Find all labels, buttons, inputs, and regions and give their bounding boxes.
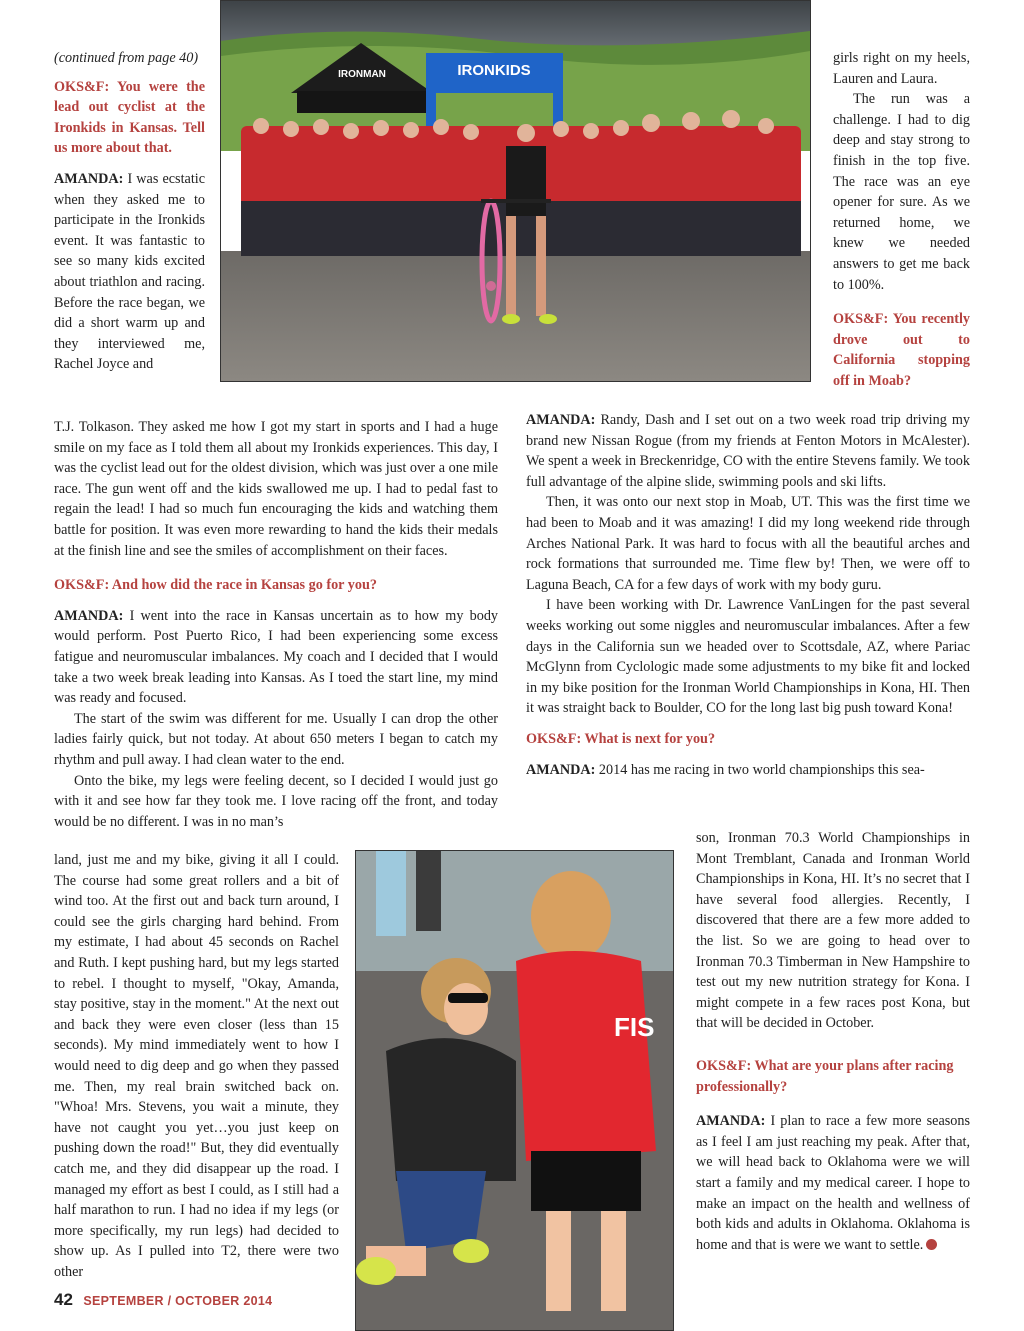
answer-california-p3: I have been working with Dr. Lawrence VanLingen for the past several weeks working out some niggles and neuromuscular imbalances. After a few days in the California sun we headed over to Scottsdale, AZ, where Pariac McGlynn from Cyclologic made some adjustments to my bike fit and locked in my bike position for the Ironman World Championships in Kona, HI. Then it was straight back to Boulder, CO for the long last big push toward Kona! bbox=[526, 597, 970, 717]
run-text-b: The run was a challenge. I had to dig deep and stay strong to finish in the top five. The race was an eye opener for sure. As we returned home, we knew we needed answers to get me back to 100%. bbox=[833, 91, 970, 293]
answer-california-p1-text: Randy, Dash and I set out on a two week road trip driving my brand new Nissan Rogue (from my friends at Fenton Motors in McAlester). We spent a week in Breckenridge, CO with the entire Stevens family. We took full advantage of the alpine slide, swimming pools and ski lifts. bbox=[526, 412, 970, 490]
left-column-narrow bbox=[54, 48, 205, 375]
answer-ironkids-text-a: I was ecstatic when they asked me to participate in the Ironkids event. It was fantastic to see so many kids excited about triathlon and racing. Before the race began, we did a short warm up and they interviewed me, Rachel Joyce and bbox=[54, 170, 206, 373]
answer-next-lead bbox=[526, 760, 970, 781]
question-ironkids: OKS&F: You were the lead out cyclist at the Ironkids in Kansas. Tell us more about that. bbox=[54, 78, 205, 157]
answer-kansas-p1 bbox=[54, 606, 498, 709]
answer-plans bbox=[696, 1111, 970, 1255]
question-kansas: OKS&F: And how did the race in Kansas go for you? bbox=[54, 577, 377, 594]
answer-california-p1 bbox=[526, 410, 970, 492]
answer-kansas-p3-cont: land, just me and my bike, giving it all I could. The course had some great rollers and a bit of wind too. At the first out and back turn around, I could see the girls charging hard behind. From my estimate, I had about 45 seconds on Rachel and Ruth. I kept pushing hard, but my legs started to rebel. I thought to myself, "Okay, Amanda, stay positive, stay in the moment." At the next out and back they were even closer (less than 15 seconds). My mind immediately went to how I would need to dig deep and go when they passed me. Then, my real brain switched back on. "Whoa! Mrs. Stevens, you wait a minute, they have not caught you yet…you just keep on pushing down the road!" But, they did eventually catch me, and they did disappear up the road. I managed my effort as best I could, as I still had a half marathon to run. I had no idea if my legs (or more specifically, my run legs) had decided to show up. As I pulled into T2, there were two other bbox=[54, 852, 339, 1280]
answer-next-lead-text: 2014 has me racing in two world championships this sea- bbox=[598, 761, 925, 778]
speaker-label: AMANDA: bbox=[526, 761, 596, 778]
speaker-label: AMANDA: bbox=[54, 170, 124, 187]
right-column-wide bbox=[526, 410, 970, 780]
right-column-top bbox=[833, 48, 970, 392]
left-column-bottom bbox=[54, 850, 339, 1282]
photo-ironkids-illustration bbox=[221, 1, 810, 381]
answer-kansas-p2: The start of the swim was different for me. Usually I can drop the other ladies fairly quick, but not today. At about 650 meters I began to catch my rhythm and pull away. I had clean water to the end. bbox=[54, 710, 498, 768]
page-footer bbox=[54, 1290, 272, 1310]
answer-kansas-p1-text: I went into the race in Kansas uncertain as to how my body would perform. Post Puerto Rico, I had been experiencing some excess fatigue and neuromuscular imbalances. My coach and I decided that I would take a two week break leading into Kansas. As I toed the start line, my mind was ready and focused. bbox=[54, 607, 499, 707]
issue-date: SEPTEMBER / OCTOBER 2014 bbox=[83, 1294, 273, 1308]
answer-california-p2: Then, it was onto our next stop in Moab, UT. This was the first time we had been to Moab and it was amazing! I did my long weekend ride through Arches National Park. It was hard to focus with all the beautiful arches and rock formations that surrounded me. Time flew by! Then, we were off to Laguna Beach, CA for a few days of work with my body guru. bbox=[526, 494, 970, 593]
answer-ironkids-narrow bbox=[54, 169, 205, 375]
question-next: OKS&F: What is next for you? bbox=[526, 730, 716, 747]
end-of-article-icon bbox=[926, 1239, 937, 1250]
left-column-wide bbox=[54, 417, 498, 832]
tent-brand-text: IRONMAN bbox=[338, 69, 386, 80]
run-text-a: girls right on my heels, Lauren and Laura. bbox=[833, 50, 970, 87]
arch-text: IRONKIDS bbox=[457, 62, 531, 79]
answer-plans-text: I plan to race a few more seasons as I feel I am just reaching my peak. After that, we will head back to Oklahoma were we will start a family and my medical career. I hope to make an impact on the health and wellness of both kids and adults in Oklahoma. Oklahoma is home and that is were we want to settle. bbox=[696, 1113, 971, 1253]
page-number: 42 bbox=[54, 1290, 73, 1309]
photo-ironkids-start bbox=[220, 0, 811, 382]
speaker-label: AMANDA: bbox=[526, 412, 596, 428]
question-plans: OKS&F: What are your plans after racing professionally? bbox=[696, 1057, 954, 1095]
right-column-bottom bbox=[696, 828, 970, 1255]
continued-note: (continued from page 40) bbox=[54, 50, 199, 66]
answer-next-rest: son, Ironman 70.3 World Championships in Mont Tremblant, Canada and Ironman World Championships in Kona, HI. It’s no secret that I have several food allergies. Recently, I discovered that there are a few more added to the list. So we are going to head over to Ironman 70.3 Timberman in New Hampshire to test out my new nutrition strategy for Kona. I might compete in a few races post Kona, but that will be decided in October. bbox=[696, 830, 970, 1032]
answer-kansas-p3: Onto the bike, my legs were feeling decent, so I decided I would just go with it and see how far they took me. I love racing off the front, and today would be no different. I was in no man’s bbox=[54, 772, 498, 830]
photo-medal-illustration bbox=[356, 851, 673, 1330]
speaker-label: AMANDA: bbox=[696, 1113, 766, 1130]
question-california: OKS&F: You recently drove out to California stopping off in Moab? bbox=[833, 311, 970, 389]
photo-medal-presentation bbox=[355, 850, 674, 1331]
answer-ironkids-text-b: T.J. Tolkason. They asked me how I got my start in sports and I had a huge smile on my face as I told them all about my Ironkids experiences. This day, I was the cyclist lead out for the oldest division, which was just over a one mile race. The gun went off and the kids swallowed me up. I had to pedal fast to regain the lead! I had so much fun encouraging the kids and watching them battle for position. It was even more rewarding to hand the kids their medals at the finish line and see the smiles of accomplishment on their faces. bbox=[54, 419, 498, 559]
speaker-label: AMANDA: bbox=[54, 607, 124, 624]
shirt-text: FIS bbox=[614, 1012, 655, 1042]
